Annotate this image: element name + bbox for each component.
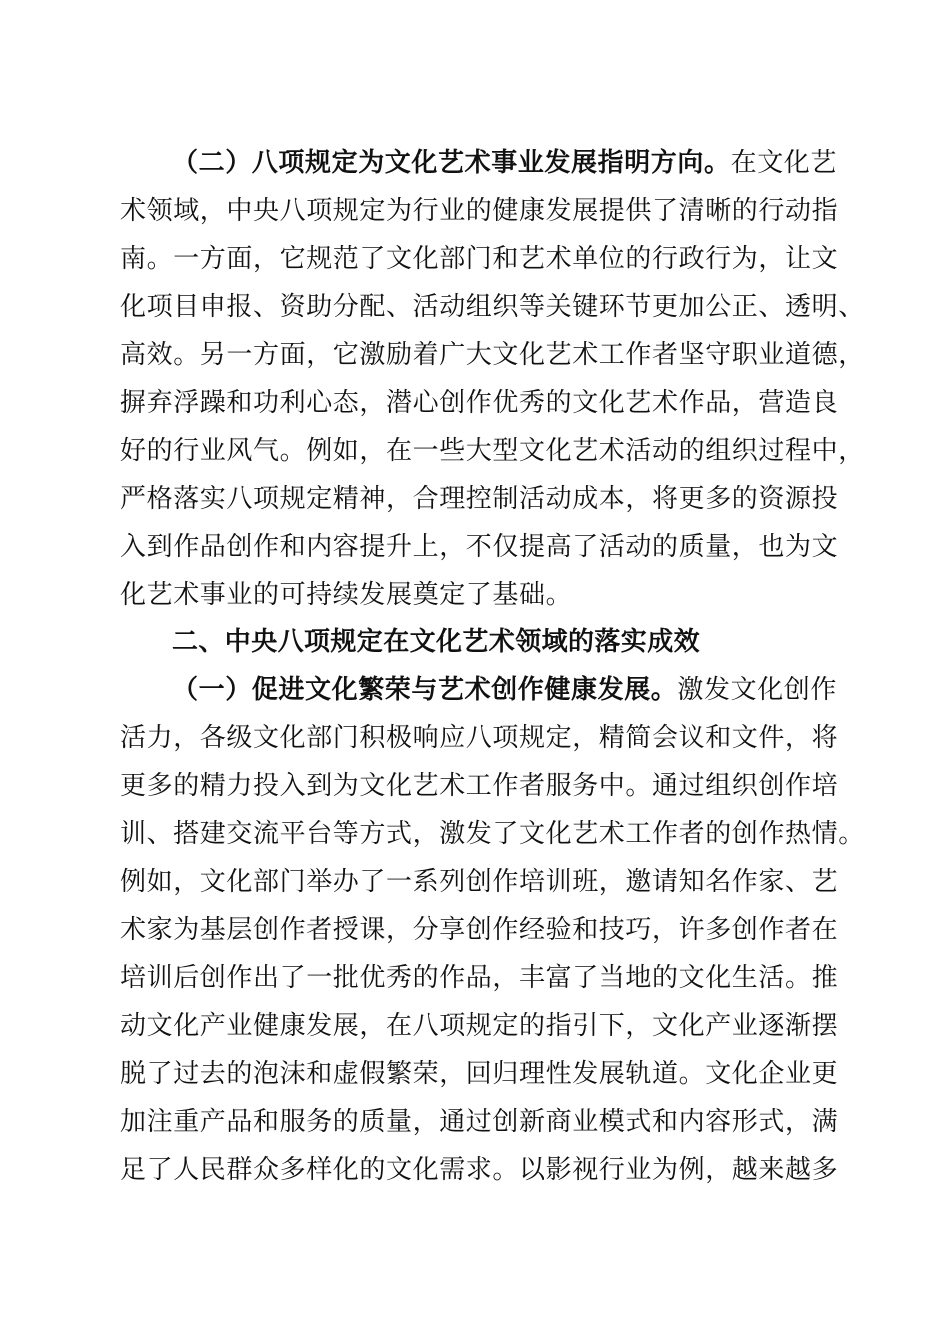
paragraph-line: 化项目申报、资助分配、活动组织等关键环节更加公正、透明、 xyxy=(120,292,865,322)
subsection-lead: （二）八项规定为文化艺术事业发展指明方向。 xyxy=(172,148,731,178)
paragraph-text: 在文化艺 xyxy=(730,148,838,178)
paragraph-text: 激发文化创作 xyxy=(677,675,838,705)
paragraph-line xyxy=(172,143,838,183)
paragraph-line: 术家为基层创作者授课，分享创作经验和技巧，许多创作者在 xyxy=(120,915,839,945)
paragraph-line: 严格落实八项规定精神，合理控制活动成本，将更多的资源投 xyxy=(120,484,839,514)
paragraph-line: 入到作品创作和内容提升上，不仅提高了活动的质量，也为文 xyxy=(120,532,839,562)
paragraph-line xyxy=(172,670,838,710)
subsection-lead: （一）促进文化繁荣与艺术创作健康发展。 xyxy=(172,675,678,705)
paragraph-line: 例如，文化部门举办了一系列创作培训班，邀请知名作家、艺 xyxy=(120,867,839,897)
paragraph-line: 脱了过去的泡沫和虚假繁荣，回归理性发展轨道。文化企业更 xyxy=(120,1059,839,1089)
paragraph-line: 训、搭建交流平台等方式，激发了文化艺术工作者的创作热情。 xyxy=(120,819,865,849)
paragraph-line: 化艺术事业的可持续发展奠定了基础。 xyxy=(120,580,573,610)
paragraph-line: 南。一方面，它规范了文化部门和艺术单位的行政行为，让文 xyxy=(120,244,839,274)
paragraph-line: 更多的精力投入到为文化艺术工作者服务中。通过组织创作培 xyxy=(120,771,839,801)
paragraph-line: 活力，各级文化部门积极响应八项规定，精简会议和文件，将 xyxy=(120,723,839,753)
section-heading: 二、中央八项规定在文化艺术领域的落实成效 xyxy=(172,627,701,657)
paragraph-line: 培训后创作出了一批优秀的作品，丰富了当地的文化生活。推 xyxy=(120,963,839,993)
paragraph-line: 足了人民群众多样化的文化需求。以影视行业为例，越来越多 xyxy=(120,1155,839,1185)
paragraph-line: 摒弃浮躁和功利心态，潜心创作优秀的文化艺术作品，营造良 xyxy=(120,388,839,418)
paragraph-line: 好的行业风气。例如，在一些大型文化艺术活动的组织过程中， xyxy=(120,436,865,466)
paragraph-line: 动文化产业健康发展，在八项规定的指引下，文化产业逐渐摆 xyxy=(120,1011,839,1041)
paragraph-line: 加注重产品和服务的质量，通过创新商业模式和内容形式，满 xyxy=(120,1107,839,1137)
paragraph-line: 高效。另一方面，它激励着广大文化艺术工作者坚守职业道德， xyxy=(120,340,865,370)
paragraph-line: 术领域，中央八项规定为行业的健康发展提供了清晰的行动指 xyxy=(120,196,839,226)
